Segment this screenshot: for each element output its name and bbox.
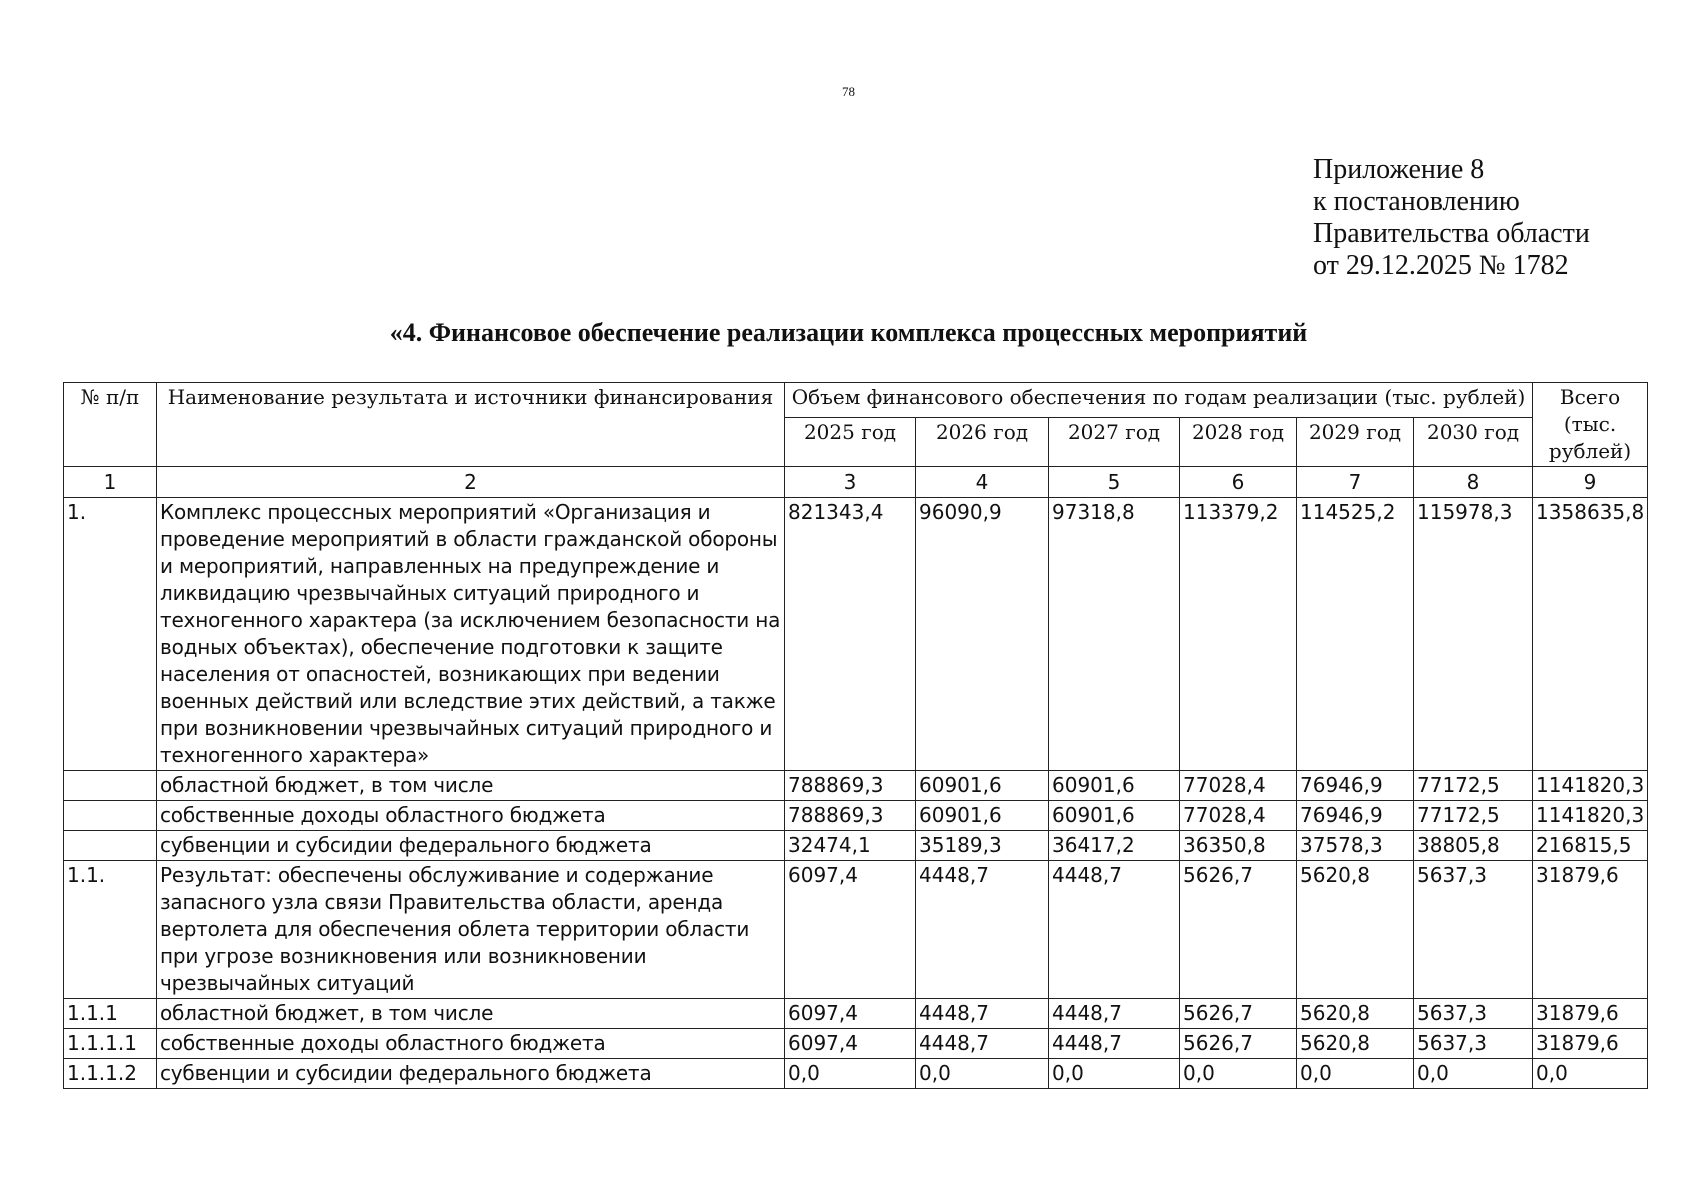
column-number-row xyxy=(64,467,1648,498)
row-year-value: 77028,4 xyxy=(1180,771,1297,801)
page-number: 78 xyxy=(842,84,855,99)
column-number: 8 xyxy=(1414,467,1533,498)
column-number: 3 xyxy=(785,467,916,498)
row-total-value: 216815,5 xyxy=(1533,831,1648,861)
table-row xyxy=(64,1059,1648,1089)
row-year-value: 76946,9 xyxy=(1297,801,1414,831)
row-year-value: 38805,8 xyxy=(1414,831,1533,861)
row-year-value: 36350,8 xyxy=(1180,831,1297,861)
table-body xyxy=(64,383,1648,1089)
row-year-value: 5620,8 xyxy=(1297,861,1414,999)
row-year-value: 4448,7 xyxy=(1049,1029,1180,1059)
row-year-value: 0,0 xyxy=(785,1059,916,1089)
column-number: 1 xyxy=(64,467,157,498)
row-year-value: 6097,4 xyxy=(785,1029,916,1059)
table-row xyxy=(64,771,1648,801)
row-name: Комплекс процессных мероприятий «Организация и проведение мероприятий в области гражданской обороны и мероприятий, направленных на предупреждение и ликвидацию чрезвычайных ситуаций природного и техногенного характера (за исключением безопасности на водных объектах), обеспечение подготовки к защите населения от опасностей, возникающих при ведении военных действий или вследствие этих действий, а также при возникновении чрезвычайных ситуаций природного и техногенного характера» xyxy=(157,498,785,771)
row-year-value: 114525,2 xyxy=(1297,498,1414,771)
header-volume: Объем финансового обеспечения по годам реализации (тыс. рублей) xyxy=(785,383,1533,418)
appendix-line-3: Правительства области xyxy=(1313,218,1590,249)
row-year-value: 788869,3 xyxy=(785,801,916,831)
column-number: 9 xyxy=(1533,467,1648,498)
row-year-value: 113379,2 xyxy=(1180,498,1297,771)
row-year-value: 77172,5 xyxy=(1414,801,1533,831)
row-name: Результат: обеспечены обслуживание и содержание запасного узла связи Правительства области, аренда вертолета для обеспечения облета территории области при угрозе возникновения или возникновении чрезвычайных ситуаций xyxy=(157,861,785,999)
column-number: 2 xyxy=(157,467,785,498)
row-year-value: 5620,8 xyxy=(1297,999,1414,1029)
row-year-value: 5626,7 xyxy=(1180,999,1297,1029)
row-name: областной бюджет, в том числе xyxy=(157,999,785,1029)
header-year: 2028 год xyxy=(1180,418,1297,467)
row-year-value: 4448,7 xyxy=(916,999,1049,1029)
row-year-value: 5620,8 xyxy=(1297,1029,1414,1059)
row-year-value: 5626,7 xyxy=(1180,861,1297,999)
table-row xyxy=(64,861,1648,999)
row-year-value: 76946,9 xyxy=(1297,771,1414,801)
appendix-line-1: Приложение 8 xyxy=(1313,154,1485,185)
row-total-value: 1141820,3 xyxy=(1533,771,1648,801)
header-year: 2029 год xyxy=(1297,418,1414,467)
header-total: Всего (тыс. рублей) xyxy=(1533,383,1648,467)
row-year-value: 96090,9 xyxy=(916,498,1049,771)
document-title: «4. Финансовое обеспечение реализации комплекса процессных мероприятий xyxy=(389,318,1308,347)
row-number: 1.1.1 xyxy=(64,999,157,1029)
row-year-value: 0,0 xyxy=(1049,1059,1180,1089)
row-year-value: 0,0 xyxy=(1414,1059,1533,1089)
row-year-value: 5637,3 xyxy=(1414,1029,1533,1059)
row-total-value: 31879,6 xyxy=(1533,999,1648,1029)
row-year-value: 77028,4 xyxy=(1180,801,1297,831)
row-year-value: 4448,7 xyxy=(1049,861,1180,999)
row-number xyxy=(64,801,157,831)
header-name: Наименование результата и источники финансирования xyxy=(157,383,785,467)
row-year-value: 4448,7 xyxy=(1049,999,1180,1029)
row-year-value: 0,0 xyxy=(1297,1059,1414,1089)
row-year-value: 821343,4 xyxy=(785,498,916,771)
row-total-value: 0,0 xyxy=(1533,1059,1648,1089)
row-name: собственные доходы областного бюджета xyxy=(157,1029,785,1059)
row-total-value: 1358635,8 xyxy=(1533,498,1648,771)
row-year-value: 37578,3 xyxy=(1297,831,1414,861)
appendix-line-2: к постановлению xyxy=(1313,186,1520,217)
header-year: 2026 год xyxy=(916,418,1049,467)
row-year-value: 5626,7 xyxy=(1180,1029,1297,1059)
row-number xyxy=(64,831,157,861)
row-name: субвенции и субсидии федерального бюджета xyxy=(157,1059,785,1089)
row-number xyxy=(64,771,157,801)
row-total-value: 1141820,3 xyxy=(1533,801,1648,831)
row-year-value: 60901,6 xyxy=(1049,771,1180,801)
column-number: 6 xyxy=(1180,467,1297,498)
header-num: № п/п xyxy=(64,383,157,467)
row-name: субвенции и субсидии федерального бюджета xyxy=(157,831,785,861)
table-row xyxy=(64,1029,1648,1059)
row-name: областной бюджет, в том числе xyxy=(157,771,785,801)
appendix-line-4: от 29.12.2025 № 1782 xyxy=(1313,250,1569,281)
row-year-value: 36417,2 xyxy=(1049,831,1180,861)
row-year-value: 4448,7 xyxy=(916,1029,1049,1059)
table-row xyxy=(64,498,1648,771)
row-year-value: 60901,6 xyxy=(1049,801,1180,831)
row-number: 1.1. xyxy=(64,861,157,999)
table-row xyxy=(64,801,1648,831)
row-year-value: 32474,1 xyxy=(785,831,916,861)
column-number: 4 xyxy=(916,467,1049,498)
row-year-value: 4448,7 xyxy=(916,861,1049,999)
row-total-value: 31879,6 xyxy=(1533,1029,1648,1059)
row-total-value: 31879,6 xyxy=(1533,861,1648,999)
row-year-value: 77172,5 xyxy=(1414,771,1533,801)
header-year: 2027 год xyxy=(1049,418,1180,467)
row-number: 1. xyxy=(64,498,157,771)
appendix-block xyxy=(1313,154,1590,282)
row-year-value: 97318,8 xyxy=(1049,498,1180,771)
row-year-value: 60901,6 xyxy=(916,801,1049,831)
header-year: 2030 год xyxy=(1414,418,1533,467)
table-row xyxy=(64,999,1648,1029)
row-year-value: 115978,3 xyxy=(1414,498,1533,771)
row-year-value: 35189,3 xyxy=(916,831,1049,861)
table-row xyxy=(64,831,1648,861)
column-number: 7 xyxy=(1297,467,1414,498)
header-year: 2025 год xyxy=(785,418,916,467)
row-year-value: 60901,6 xyxy=(916,771,1049,801)
row-year-value: 6097,4 xyxy=(785,861,916,999)
header-row-1 xyxy=(64,383,1648,418)
row-year-value: 0,0 xyxy=(916,1059,1049,1089)
row-year-value: 788869,3 xyxy=(785,771,916,801)
row-year-value: 0,0 xyxy=(1180,1059,1297,1089)
row-name: собственные доходы областного бюджета xyxy=(157,801,785,831)
row-year-value: 5637,3 xyxy=(1414,999,1533,1029)
column-number: 5 xyxy=(1049,467,1180,498)
row-number: 1.1.1.1 xyxy=(64,1029,157,1059)
row-number: 1.1.1.2 xyxy=(64,1059,157,1089)
row-year-value: 6097,4 xyxy=(785,999,916,1029)
financing-table xyxy=(63,382,1648,1089)
row-year-value: 5637,3 xyxy=(1414,861,1533,999)
